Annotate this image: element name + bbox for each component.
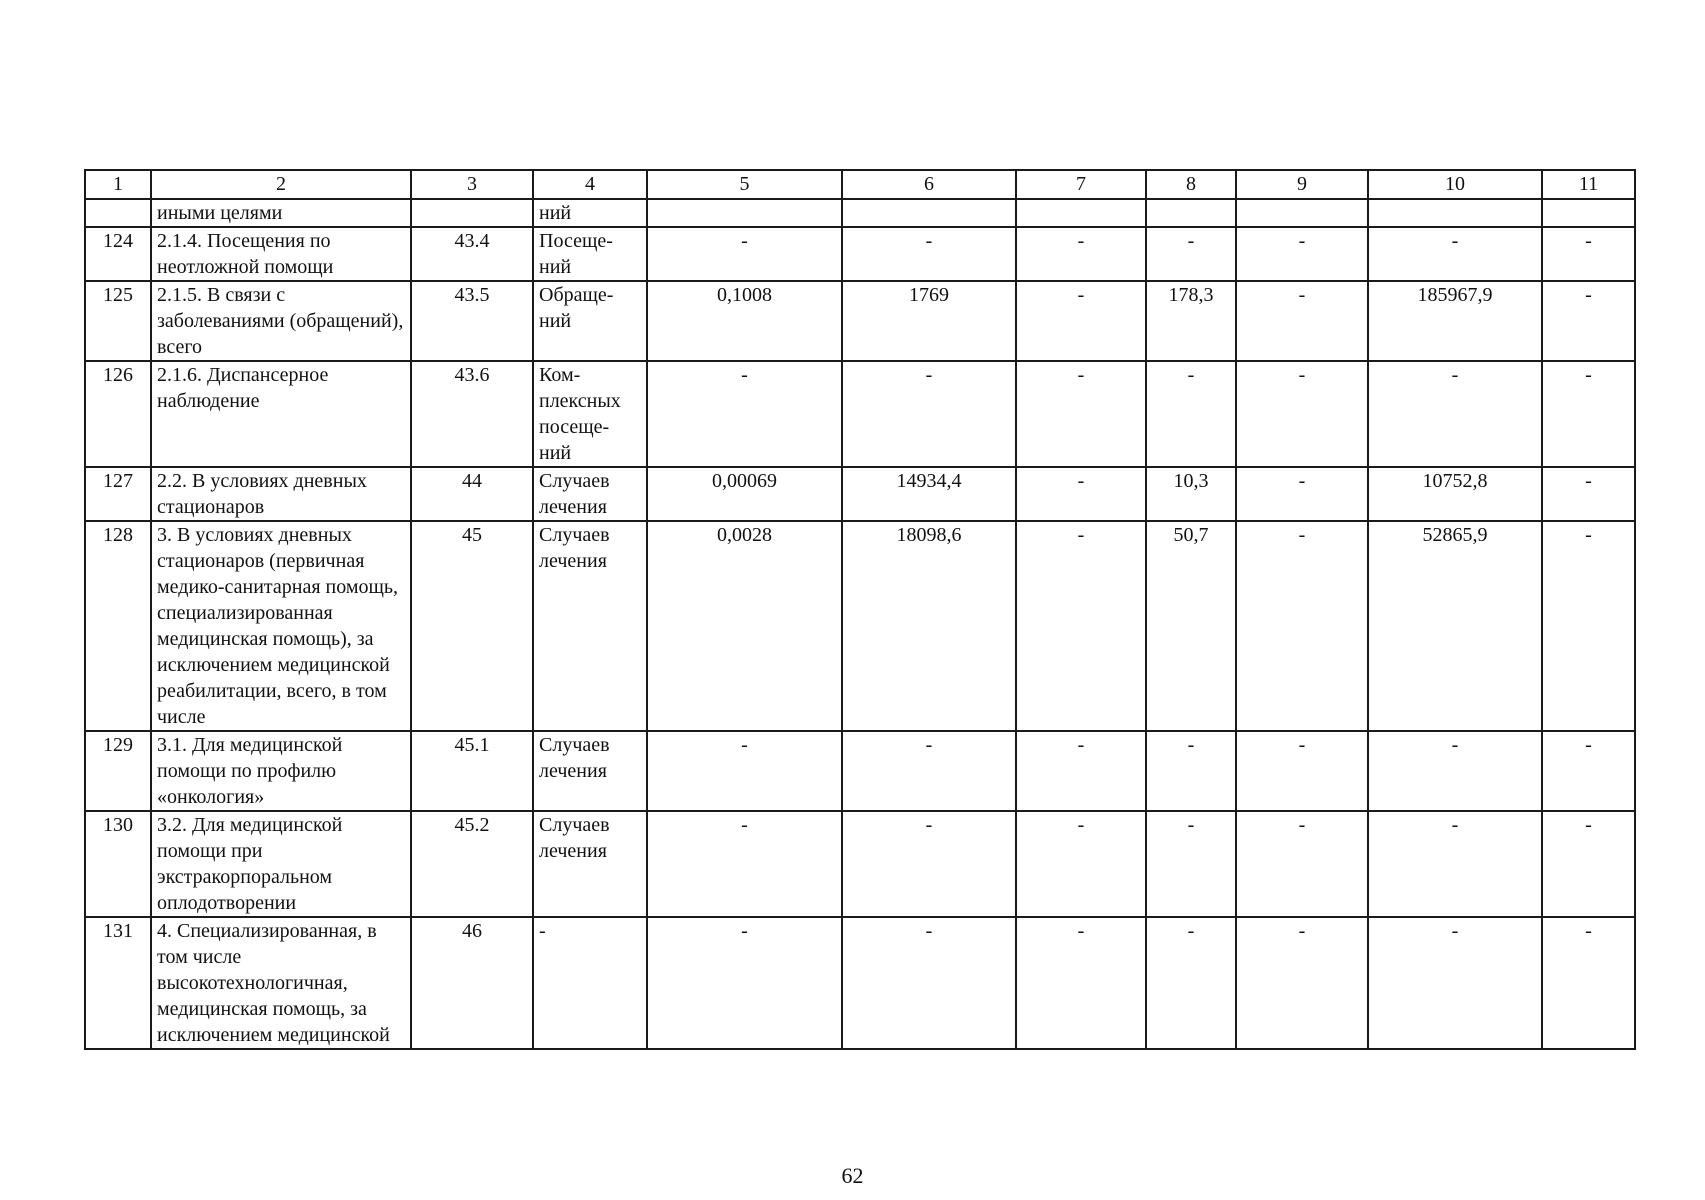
row-code-cell: 45: [411, 521, 533, 731]
header-cell: 4: [533, 170, 647, 199]
row-name-cell: 2.2. В условиях дневных стационаров: [151, 467, 411, 521]
col9-cell: -: [1236, 281, 1368, 361]
col10-cell: -: [1368, 917, 1542, 1049]
row-number-cell: 130: [85, 811, 151, 917]
col6-cell: -: [842, 227, 1016, 281]
col10-cell: 10752,8: [1368, 467, 1542, 521]
table-row: [85, 199, 1635, 227]
row-number-cell: 126: [85, 361, 151, 467]
col9-cell: [1236, 199, 1368, 227]
col5-cell: -: [647, 731, 842, 811]
row-unit-cell: Случаев лечения: [533, 521, 647, 731]
row-name-cell: 3.1. Для медицинской помощи по профилю «онкология»: [151, 731, 411, 811]
col9-cell: -: [1236, 467, 1368, 521]
header-cell: 6: [842, 170, 1016, 199]
table-row: [85, 731, 1635, 811]
col11-cell: -: [1542, 917, 1635, 1049]
col8-cell: [1146, 199, 1236, 227]
page-number: 62: [841, 1163, 864, 1188]
header-cell: 3: [411, 170, 533, 199]
col8-cell: -: [1146, 811, 1236, 917]
col8-cell: -: [1146, 917, 1236, 1049]
table-header-row: [85, 170, 1635, 199]
col9-cell: -: [1236, 811, 1368, 917]
row-code-cell: 44: [411, 467, 533, 521]
row-code-cell: [411, 199, 533, 227]
col10-cell: -: [1368, 227, 1542, 281]
col5-cell: 0,1008: [647, 281, 842, 361]
col6-cell: -: [842, 811, 1016, 917]
row-number-cell: 127: [85, 467, 151, 521]
row-number-cell: 125: [85, 281, 151, 361]
header-cell: 8: [1146, 170, 1236, 199]
col5-cell: -: [647, 811, 842, 917]
col6-cell: -: [842, 917, 1016, 1049]
row-code-cell: 43.4: [411, 227, 533, 281]
col8-cell: -: [1146, 361, 1236, 467]
header-cell: 7: [1016, 170, 1146, 199]
row-unit-cell: ний: [533, 199, 647, 227]
col5-cell: -: [647, 227, 842, 281]
row-unit-cell: Обраще-ний: [533, 281, 647, 361]
col9-cell: -: [1236, 731, 1368, 811]
col6-cell: 14934,4: [842, 467, 1016, 521]
col11-cell: -: [1542, 227, 1635, 281]
row-unit-cell: Случаев лечения: [533, 811, 647, 917]
table-row: [85, 467, 1635, 521]
col11-cell: -: [1542, 361, 1635, 467]
col5-cell: -: [647, 917, 842, 1049]
header-cell: 1: [85, 170, 151, 199]
header-cell: 11: [1542, 170, 1635, 199]
col5-cell: 0,00069: [647, 467, 842, 521]
col7-cell: -: [1016, 731, 1146, 811]
col8-cell: -: [1146, 731, 1236, 811]
table-row: [85, 281, 1635, 361]
col10-cell: -: [1368, 811, 1542, 917]
row-number-cell: [85, 199, 151, 227]
row-name-cell: 2.1.6. Диспансерное наблюдение: [151, 361, 411, 467]
row-code-cell: 43.6: [411, 361, 533, 467]
col10-cell: 52865,9: [1368, 521, 1542, 731]
col11-cell: -: [1542, 467, 1635, 521]
col11-cell: -: [1542, 521, 1635, 731]
row-number-cell: 128: [85, 521, 151, 731]
col7-cell: -: [1016, 281, 1146, 361]
col11-cell: -: [1542, 731, 1635, 811]
col9-cell: -: [1236, 361, 1368, 467]
col8-cell: 10,3: [1146, 467, 1236, 521]
col11-cell: -: [1542, 811, 1635, 917]
col8-cell: -: [1146, 227, 1236, 281]
row-unit-cell: Случаев лечения: [533, 467, 647, 521]
col8-cell: 50,7: [1146, 521, 1236, 731]
col5-cell: 0,0028: [647, 521, 842, 731]
row-unit-cell: Случаев лечения: [533, 731, 647, 811]
table-row: [85, 521, 1635, 731]
header-cell: 5: [647, 170, 842, 199]
table-row: [85, 811, 1635, 917]
row-name-cell: 3. В условиях дневных стационаров (первичная медико-санитарная помощь, специализированная медицинская помощь), за исключением медицинской реабилитации, всего, в том числе: [151, 521, 411, 731]
header-cell: 9: [1236, 170, 1368, 199]
row-code-cell: 45.2: [411, 811, 533, 917]
col9-cell: -: [1236, 227, 1368, 281]
header-cell: 2: [151, 170, 411, 199]
col7-cell: -: [1016, 917, 1146, 1049]
col7-cell: -: [1016, 811, 1146, 917]
col6-cell: -: [842, 361, 1016, 467]
col11-cell: -: [1542, 281, 1635, 361]
row-name-cell: 2.1.5. В связи с заболеваниями (обращений), всего: [151, 281, 411, 361]
col11-cell: [1542, 199, 1635, 227]
col10-cell: [1368, 199, 1542, 227]
row-number-cell: 131: [85, 917, 151, 1049]
col7-cell: -: [1016, 467, 1146, 521]
col7-cell: -: [1016, 361, 1146, 467]
col8-cell: 178,3: [1146, 281, 1236, 361]
document-page: [84, 169, 1634, 1050]
table-row: [85, 361, 1635, 467]
row-number-cell: 124: [85, 227, 151, 281]
row-name-cell: 4. Специализированная, в том числе высокотехнологичная, медицинская помощь, за исключением медицинской: [151, 917, 411, 1049]
col6-cell: -: [842, 731, 1016, 811]
table-row: [85, 917, 1635, 1049]
header-cell: 10: [1368, 170, 1542, 199]
col10-cell: 185967,9: [1368, 281, 1542, 361]
table-row: [85, 227, 1635, 281]
col5-cell: -: [647, 361, 842, 467]
col6-cell: 18098,6: [842, 521, 1016, 731]
row-unit-cell: Посеще-ний: [533, 227, 647, 281]
col6-cell: 1769: [842, 281, 1016, 361]
col7-cell: -: [1016, 227, 1146, 281]
data-table: [84, 169, 1636, 1050]
col10-cell: -: [1368, 731, 1542, 811]
row-code-cell: 43.5: [411, 281, 533, 361]
col5-cell: [647, 199, 842, 227]
col7-cell: -: [1016, 521, 1146, 731]
row-unit-cell: -: [533, 917, 647, 1049]
col6-cell: [842, 199, 1016, 227]
row-name-cell: 2.1.4. Посещения по неотложной помощи: [151, 227, 411, 281]
row-code-cell: 45.1: [411, 731, 533, 811]
col9-cell: -: [1236, 521, 1368, 731]
col10-cell: -: [1368, 361, 1542, 467]
col7-cell: [1016, 199, 1146, 227]
row-unit-cell: Ком-плексных посеще-ний: [533, 361, 647, 467]
row-name-cell: 3.2. Для медицинской помощи при экстракорпоральном оплодотворении: [151, 811, 411, 917]
col9-cell: -: [1236, 917, 1368, 1049]
row-code-cell: 46: [411, 917, 533, 1049]
row-name-cell: иными целями: [151, 199, 411, 227]
row-number-cell: 129: [85, 731, 151, 811]
